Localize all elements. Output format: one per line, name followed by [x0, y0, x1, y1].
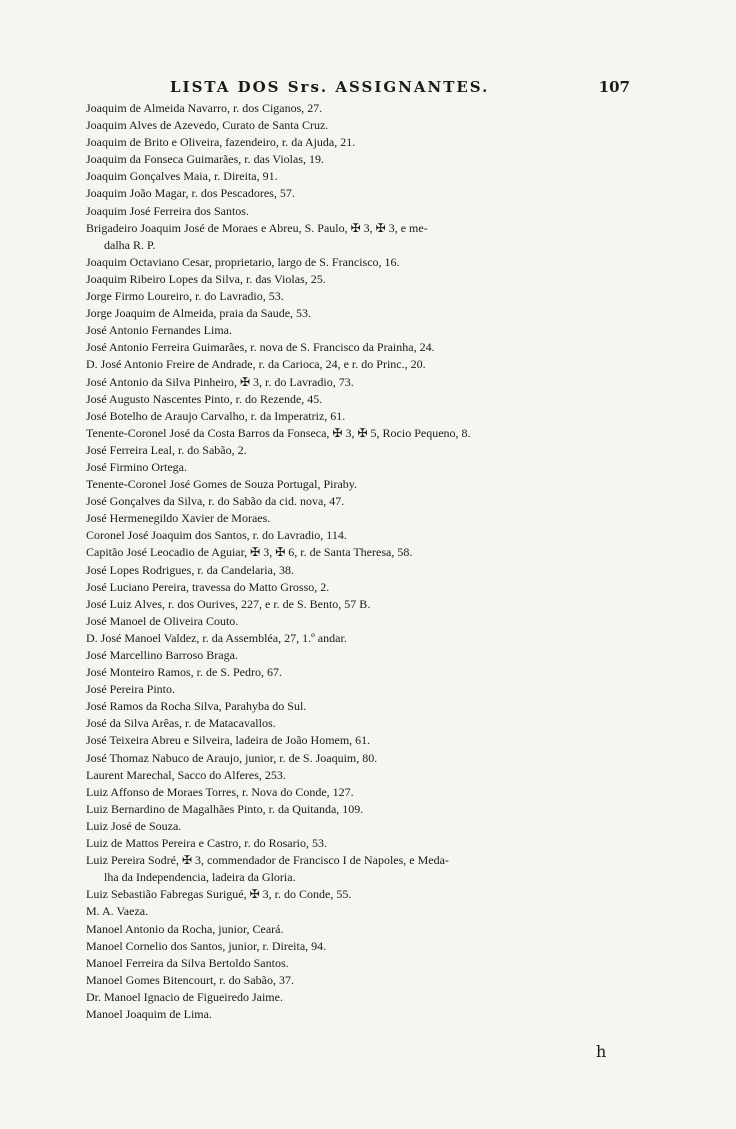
list-item-text: Laurent Marechal, Sacco do Alferes, 253. [86, 767, 286, 782]
list-item-text: José Gonçalves da Silva, r. do Sabão da cid. nova, 47. [86, 494, 345, 509]
list-item-text: José Luciano Pereira, travessa do Matto Grosso, 2. [86, 579, 330, 594]
list-item-text: José Lopes Rodrigues, r. da Candelaria, 38. [86, 562, 294, 577]
list-item [86, 630, 660, 647]
list-item [86, 955, 660, 972]
list-item-text: José Marcellino Barroso Braga. [86, 648, 238, 662]
list-item [86, 852, 660, 886]
list-item [86, 374, 660, 391]
list-item-text: José Firmino Ortega. [86, 459, 187, 474]
list-item [86, 1006, 660, 1023]
list-item-text: Tenente-Coronel José da Costa Barros da Fonseca, ✠ 3, ✠ 5, Rocio Pequeno, 8. [86, 425, 471, 440]
list-item [86, 442, 660, 459]
list-item-text: Manoel Joaquim de Lima. [86, 1006, 212, 1021]
list-item [86, 886, 660, 903]
page-title: LISTA DOS Srs. ASSIGNANTES. [170, 78, 490, 96]
list-item [86, 493, 660, 510]
list-item-text: M. A. Vaeza. [86, 904, 149, 919]
list-item [86, 784, 660, 801]
signature-mark: h [596, 1042, 607, 1061]
list-item [86, 801, 660, 818]
list-item-text: Manoel Gomes Bitencourt, r. do Sabão, 37. [86, 972, 294, 987]
list-item-text: José Antonio Ferreira Guimarães, r. nova de S. Francisco da Prainha, 24. [86, 340, 435, 355]
list-item [86, 151, 660, 168]
list-item-text: José Manoel de Oliveira Couto. [86, 613, 239, 628]
list-item [86, 989, 660, 1006]
list-item [86, 339, 660, 356]
list-item-text: Joaquim de Brito e Oliveira, fazendeiro, r. da Ajuda, 21. [86, 135, 356, 150]
list-item [86, 203, 660, 220]
list-item-text: Manoel Cornelio dos Santos, junior, r. Direita, 94. [86, 938, 327, 953]
list-item-text: José Thomaz Nabuco de Araujo, junior, r. de S. Joaquim, 80. [86, 750, 378, 765]
list-item-text: José Hermenegildo Xavier de Moraes. [86, 511, 271, 526]
list-item [86, 356, 660, 373]
list-item [86, 288, 660, 305]
list-item-text: José Augusto Nascentes Pinto, r. do Rezende, 45. [86, 391, 323, 406]
list-item-text: Manoel Ferreira da Silva Bertoldo Santos. [86, 955, 289, 970]
list-item-text: Luiz Sebastião Fabregas Surigué, ✠ 3, r. do Conde, 55. [86, 887, 352, 902]
list-item-text: José Teixeira Abreu e Silveira, ladeira de João Homem, 61. [86, 733, 371, 748]
list-item [86, 921, 660, 938]
page-number: 107 [598, 78, 630, 96]
list-item [86, 698, 660, 715]
list-item-continuation: lha da Independencia, ladeira da Gloria. [104, 870, 296, 885]
list-item-text: José Monteiro Ramos, r. de S. Pedro, 67. [86, 665, 282, 680]
list-item [86, 527, 660, 544]
list-item-text: José Botelho de Araujo Carvalho, r. da Imperatriz, 61. [86, 408, 346, 423]
list-item-text: Jorge Joaquim de Almeida, praia da Saude, 53. [86, 306, 312, 321]
list-item-text: José Luiz Alves, r. dos Ourives, 227, e r. de S. Bento, 57 B. [86, 596, 371, 611]
list-item [86, 767, 660, 784]
list-item-continuation: dalha R. P. [104, 237, 156, 252]
list-item-text: Jorge Firmo Loureiro, r. do Lavradio, 53. [86, 289, 284, 304]
list-item [86, 613, 660, 630]
list-item [86, 510, 660, 527]
list-item [86, 544, 660, 561]
list-item [86, 596, 660, 613]
list-item [86, 835, 660, 852]
list-item-text: Joaquim Alves de Azevedo, Curato de Santa Cruz. [86, 118, 329, 133]
page-header [170, 78, 630, 96]
list-item [86, 322, 660, 339]
list-item [86, 647, 660, 664]
list-item [86, 305, 660, 322]
list-item [86, 938, 660, 955]
list-item [86, 476, 660, 493]
list-item-text: Luiz Pereira Sodré, ✠ 3, commendador de Francisco I de Napoles, e Meda- [86, 853, 449, 868]
list-item-text: Joaquim José Ferreira dos Santos. [86, 203, 249, 218]
list-item-text: Dr. Manoel Ignacio de Figueiredo Jaime. [86, 989, 283, 1004]
list-item [86, 732, 660, 749]
list-item [86, 168, 660, 185]
list-item [86, 579, 660, 596]
list-item-text: Manoel Antonio da Rocha, junior, Ceará. [86, 921, 284, 936]
list-item [86, 408, 660, 425]
list-item [86, 185, 660, 202]
list-item [86, 220, 660, 254]
list-item-text: Coronel José Joaquim dos Santos, r. do Lavradio, 114. [86, 528, 347, 543]
list-item-text: Tenente-Coronel José Gomes de Souza Portugal, Piraby. [86, 477, 357, 492]
list-item [86, 391, 660, 408]
list-item-text: Joaquim de Almeida Navarro, r. dos Ciganos, 27. [86, 101, 323, 115]
list-item [86, 972, 660, 989]
list-item-text: Joaquim Octaviano Cesar, proprietario, largo de S. Francisco, 16. [86, 254, 400, 269]
list-item-text: Joaquim Gonçalves Maia, r. Direita, 91. [86, 169, 278, 184]
list-item [86, 715, 660, 732]
list-item [86, 818, 660, 835]
list-item-text: José Pereira Pinto. [86, 682, 175, 697]
subscriber-list [86, 100, 660, 1023]
list-item-text: D. José Antonio Freire de Andrade, r. da Carioca, 24, e r. do Princ., 20. [86, 357, 426, 372]
list-item-text: Luiz Bernardino de Magalhães Pinto, r. da Quitanda, 109. [86, 801, 364, 816]
list-item-text: Capitão José Leocadio de Aguiar, ✠ 3, ✠ 6, r. de Santa Theresa, 58. [86, 545, 413, 560]
list-item [86, 750, 660, 767]
list-item-text: José Antonio da Silva Pinheiro, ✠ 3, r. do Lavradio, 73. [86, 374, 354, 389]
list-item [86, 100, 660, 117]
list-item [86, 271, 660, 288]
list-item-text: Joaquim da Fonseca Guimarães, r. das Violas, 19. [86, 152, 325, 167]
list-item-text: Luiz Affonso de Moraes Torres, r. Nova do Conde, 127. [86, 784, 354, 799]
list-item [86, 117, 660, 134]
list-item-text: Brigadeiro Joaquim José de Moraes e Abreu, S. Paulo, ✠ 3, ✠ 3, e me- [86, 220, 428, 235]
list-item-text: José da Silva Arêas, r. de Matacavallos. [86, 716, 276, 731]
list-item [86, 903, 660, 920]
list-item-text: Joaquim Ribeiro Lopes da Silva, r. das Violas, 25. [86, 271, 326, 286]
list-item [86, 459, 660, 476]
list-item [86, 425, 660, 442]
list-item-text: D. José Manoel Valdez, r. da Assembléa, 27, 1.º andar. [86, 630, 347, 645]
list-item-text: José Ferreira Leal, r. do Sabão, 2. [86, 442, 247, 457]
list-item [86, 134, 660, 151]
list-item [86, 254, 660, 271]
list-item-text: Luiz José de Souza. [86, 818, 182, 833]
list-item-text: José Antonio Fernandes Lima. [86, 323, 232, 338]
list-item-text: José Ramos da Rocha Silva, Parahyba do Sul. [86, 699, 307, 714]
list-item [86, 562, 660, 579]
list-item-text: Luiz de Mattos Pereira e Castro, r. do Rosario, 53. [86, 836, 327, 851]
list-item [86, 664, 660, 681]
list-item-text: Joaquim João Magar, r. dos Pescadores, 57. [86, 186, 295, 201]
list-item [86, 681, 660, 698]
